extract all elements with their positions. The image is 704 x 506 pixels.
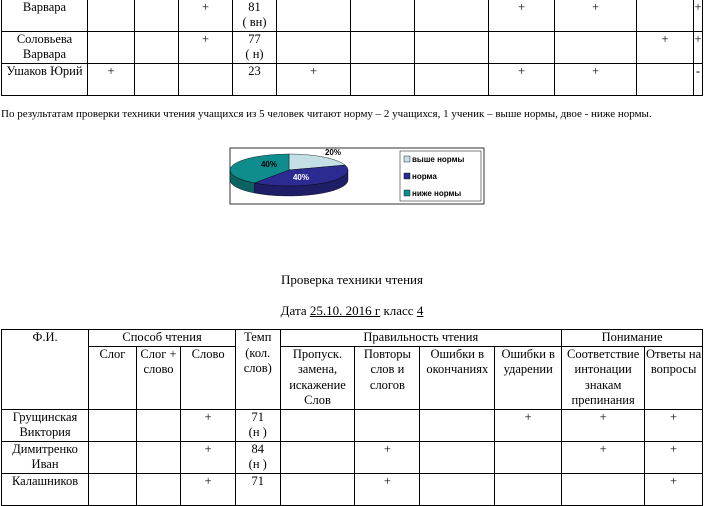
reading-check-body <box>2 409 703 505</box>
mark-cell <box>495 441 562 473</box>
header-ending-errors: Ошибки в окончаниях <box>420 346 495 409</box>
temp-value: 71 <box>251 409 264 424</box>
mark-cell <box>355 409 420 441</box>
header-intonation: Соответствие интонации знакам препинания <box>562 346 645 409</box>
date-value: 25.10. 2016 г <box>309 303 381 318</box>
mark-cell: + <box>637 32 694 64</box>
student-name: Калашников <box>2 473 89 505</box>
temp-norm: (н ) <box>248 457 267 471</box>
mark-cell: + <box>181 441 236 473</box>
student-name: Грущинская Виктория <box>2 409 89 441</box>
mark-cell: + <box>179 32 233 64</box>
student-name: Варвара <box>2 0 88 32</box>
mark-cell: + <box>277 64 351 96</box>
reading-level-chart <box>0 0 704 240</box>
header-answers: Ответы на вопросы <box>645 346 703 409</box>
mark-cell <box>495 473 562 505</box>
mark-cell <box>89 473 137 505</box>
header-repeats: Повторы слов и слогов <box>355 346 420 409</box>
header-understanding: Понимание <box>562 330 703 347</box>
pie-data-label: 20% <box>324 148 342 157</box>
header-correctness: Правильность чтения <box>280 330 562 347</box>
temp-value: 81 <box>248 0 261 14</box>
class-label: класс <box>380 303 417 318</box>
section-title: Проверка техники чтения <box>281 272 423 287</box>
mark-cell <box>280 473 355 505</box>
header-method: Способ чтения <box>89 330 236 347</box>
mark-cell: + <box>645 409 703 441</box>
mark-cell: + <box>562 409 645 441</box>
mark-cell: + <box>179 0 233 32</box>
mark-cell: + <box>355 473 420 505</box>
mark-cell: + <box>694 0 703 32</box>
mark-cell <box>420 441 495 473</box>
mark-cell: + <box>645 441 703 473</box>
header-temp: Темп (кол. слов) <box>235 330 280 410</box>
header-syllable: Слог <box>89 346 137 409</box>
header-omissions: Пропуск. замена, искажение Слов <box>280 346 355 409</box>
header-fio: Ф.И. <box>2 330 89 410</box>
mark-cell: + <box>181 473 236 505</box>
temp-cell <box>235 409 280 441</box>
mark-cell: + <box>694 32 703 64</box>
mark-cell <box>562 473 645 505</box>
legend-label: норма <box>412 172 437 181</box>
mark-cell: + <box>355 441 420 473</box>
date-line <box>0 303 704 319</box>
mark-cell <box>136 441 181 473</box>
legend-label: выше нормы <box>412 155 465 164</box>
mark-cell: + <box>562 441 645 473</box>
table-row <box>2 409 703 441</box>
mark-cell: + <box>645 473 703 505</box>
mark-cell: + <box>88 64 135 96</box>
header-word: Слово <box>181 346 236 409</box>
mark-cell <box>280 441 355 473</box>
date-prefix: Дата <box>280 303 310 318</box>
temp-value: 71 <box>251 473 264 488</box>
mark-cell: + <box>181 409 236 441</box>
legend-swatch <box>404 190 410 196</box>
student-name: Ушаков Юрий <box>2 64 88 96</box>
table-row <box>2 473 703 505</box>
header-stress-errors: Ошибки в ударении <box>495 346 562 409</box>
temp-value: 23 <box>248 64 261 78</box>
mark-cell <box>420 409 495 441</box>
mark-cell <box>89 409 137 441</box>
legend-label: ниже нормы <box>412 189 462 198</box>
class-number: 4 <box>416 303 424 318</box>
summary-text: По результатам проверки техники чтения учащихся из 5 человек читают норму – 2 учащихся, 1 ученик – выше нормы, двое - ниже нормы. <box>1 108 652 120</box>
mark-cell <box>420 473 495 505</box>
temp-norm: ( вн) <box>242 15 267 29</box>
mark-cell: + <box>489 64 555 96</box>
legend-swatch <box>404 156 410 162</box>
mark-cell <box>136 409 181 441</box>
temp-norm: ( н) <box>245 47 264 61</box>
pie-data-label: 40% <box>260 160 278 169</box>
mark-cell: + <box>495 409 562 441</box>
mark-cell <box>280 409 355 441</box>
legend-swatch <box>404 173 410 179</box>
mark-cell: + <box>489 0 555 32</box>
temp-value: 77 <box>248 32 261 46</box>
mark-cell: + <box>555 0 637 32</box>
temp-value: 84 <box>251 441 264 456</box>
pie-data-label: 40% <box>292 173 310 182</box>
student-name: Димитренко Иван <box>2 441 89 473</box>
table-row <box>2 441 703 473</box>
temp-cell <box>235 473 280 505</box>
temp-norm: (н ) <box>248 425 267 439</box>
mark-cell <box>136 473 181 505</box>
mark-cell: + <box>555 64 637 96</box>
reading-check-table <box>1 329 703 506</box>
mark-cell: - <box>694 64 703 96</box>
header-syllable-word: Слог + слово <box>136 346 181 409</box>
temp-cell <box>235 441 280 473</box>
mark-cell <box>89 441 137 473</box>
student-name: Соловьева Варвара <box>2 32 88 64</box>
